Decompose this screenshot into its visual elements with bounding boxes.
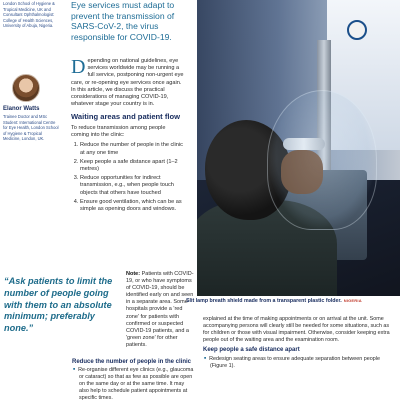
- author-avatar: [12, 74, 40, 102]
- steps-list: [71, 142, 185, 213]
- photo-credit: NIGERIA: [343, 298, 362, 303]
- note-text: Patients with COVID-19, or who have symptoms of COVID-19, should be identified early on and seen in a separate area. Some hospitals provide a 'red zone' for patients with confirmed or suspected COVID-19 patients, and a 'green zone' for other patients.: [126, 271, 194, 348]
- list-item: ■ Re-organise different eye clinics (e.g., glaucoma or cataract) so that as few as possible are open on the same day or at the same time. It may also help to schedule patient appointments at specific times.: [79, 366, 194, 400]
- logo-badge: [347, 20, 367, 40]
- list-item: 2. Keep people a safe distance apart (1–2 metres): [80, 159, 185, 173]
- drop-cap: D: [71, 56, 86, 78]
- pull-quote: “Ask patients to limit the number of people going with them to an absolute minimum; preferably none.”: [4, 276, 113, 334]
- bottom-right-text: [203, 316, 395, 370]
- note-box: [126, 271, 196, 349]
- subheading: Keep people a safe distance apart: [203, 347, 300, 353]
- photo-caption: Slit lamp breath shield made from a transparent plastic folder. NIGERIA: [186, 298, 362, 304]
- paragraph: explained at the time of making appointments or on arrival at the unit. Some accompanying persons will clearly still be needed for some situations, such as for children or those with visual impairment. Otherwise, consider keeping extra people out of the waiting area and the examination room.: [203, 316, 390, 343]
- note-label: Note:: [126, 271, 141, 277]
- section-heading: Waiting areas and patient flow: [71, 112, 180, 122]
- section-intro: To reduce transmission among people coming into the clinic:: [71, 125, 166, 139]
- breath-shield: [267, 90, 377, 230]
- lead-paragraph: Depending on national guidelines, eye services worldwide may be running a full service, postponing non-urgent eye care, or re-opening eye services once again. In this article, we discuss the practical considerations of managing COVID-19, whatever stage your country is in.: [71, 56, 184, 108]
- bottom-left-text: [72, 366, 194, 400]
- list-item: 4. Ensure good ventilation, which can be as simple as opening doors and windows.: [80, 199, 185, 213]
- article-intro: Eye services must adapt to prevent the transmission of SARS-CoV-2, the virus responsible for COVID-19.: [71, 0, 175, 42]
- bottom-heading: Reduce the number of people in the clinic: [72, 359, 192, 365]
- author-bio-2: Trainee Doctor and MSc Student: International Centre for Eye Health, London School of Hygiene & Tropical Medicine, London, UK.: [3, 114, 59, 141]
- author-column: [0, 0, 58, 400]
- list-item: ■ Redesign seating areas to ensure adequate separation between people (Figure 1).: [210, 355, 395, 370]
- author-bio-1: London School of Hygiene & Tropical Medicine, UK and Consultant Ophthalmologist: College of Health Sciences, University of Abuja, Nigeria.: [3, 1, 55, 28]
- author-name: Elanor Watts: [3, 106, 40, 112]
- list-item: 3. Reduce opportunities for indirect transmission, e.g., when people touch objects that others have touched: [80, 175, 185, 197]
- slit-lamp-photo: [197, 0, 400, 296]
- article-body: [71, 58, 185, 216]
- list-item: 1. Reduce the number of people in the clinic at any one time: [80, 142, 185, 156]
